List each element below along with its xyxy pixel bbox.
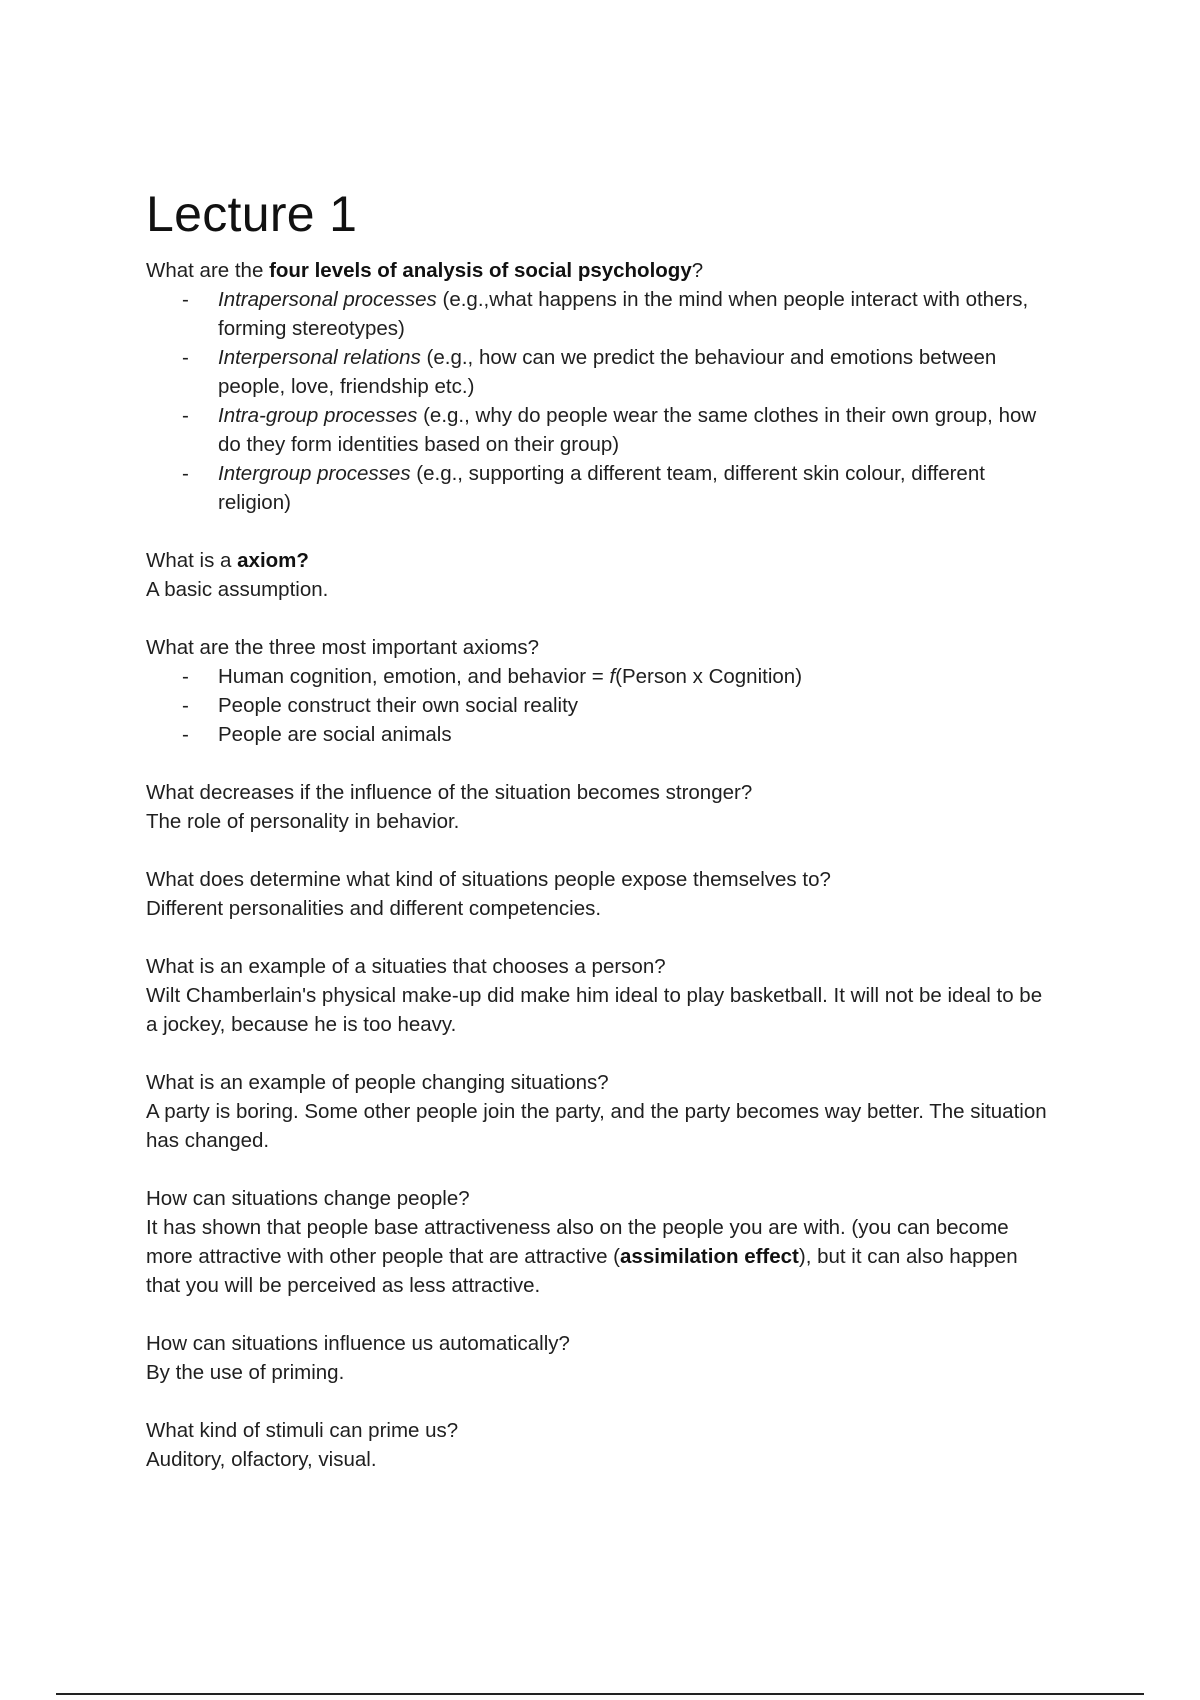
list-item: - Intra-group processes (e.g., why do people wear the same clothes in their own group, how do they form identities based on their group) bbox=[218, 401, 1056, 459]
question: What decreases if the influence of the situation becomes stronger? bbox=[146, 781, 753, 804]
question: What are the three most important axioms? bbox=[146, 636, 540, 659]
qa-three-axioms bbox=[146, 633, 1056, 749]
bold-term: assimilation effect bbox=[620, 1245, 799, 1268]
question: How can situations change people? bbox=[146, 1187, 470, 1210]
answer: It has shown that people base attractiveness also on the people you are with. (you can become more attractive with other people that are attractive (assimilation effect), but it can also happen that you will be perceived as less attractive. bbox=[146, 1216, 1018, 1297]
answer: Different personalities and different competencies. bbox=[146, 897, 602, 920]
page-bottom-rule bbox=[56, 1693, 1144, 1695]
answer: A basic assumption. bbox=[146, 578, 329, 601]
page-title: Lecture 1 bbox=[146, 186, 358, 242]
list-item: - Intrapersonal processes (e.g.,what happens in the mind when people interact with others, forming stereotypes) bbox=[218, 285, 1056, 343]
question: What are the four levels of analysis of social psychology? bbox=[146, 259, 704, 282]
qa-exposure bbox=[146, 865, 1056, 923]
question: What does determine what kind of situations people expose themselves to? bbox=[146, 868, 831, 891]
qa-situation-chooses bbox=[146, 952, 1056, 1039]
qa-priming-stimuli bbox=[146, 1416, 1056, 1474]
question: What is an example of people changing situations? bbox=[146, 1071, 609, 1094]
axioms-list bbox=[146, 662, 1056, 749]
qa-situations-change-people bbox=[146, 1184, 1056, 1300]
list-item: - Interpersonal relations (e.g., how can we predict the behaviour and emotions between people, love, friendship etc.) bbox=[218, 343, 1056, 401]
qa-situation-strength bbox=[146, 778, 1056, 836]
qa-axiom bbox=[146, 546, 1056, 604]
question: What kind of stimuli can prime us? bbox=[146, 1419, 459, 1442]
question: What is a axiom? bbox=[146, 549, 309, 572]
question: What is an example of a situaties that chooses a person? bbox=[146, 955, 666, 978]
answer: The role of personality in behavior. bbox=[146, 810, 460, 833]
list-item: - People construct their own social reality bbox=[218, 691, 1056, 720]
answer: By the use of priming. bbox=[146, 1361, 345, 1384]
list-item: - People are social animals bbox=[218, 720, 1056, 749]
qa-automatic-influence bbox=[146, 1329, 1056, 1387]
document-page bbox=[146, 186, 1056, 1503]
bold-term: four levels of analysis of social psychology bbox=[269, 259, 692, 282]
answer: Auditory, olfactory, visual. bbox=[146, 1448, 377, 1471]
list-item: - Human cognition, emotion, and behavior = f(Person x Cognition) bbox=[218, 662, 1056, 691]
question: How can situations influence us automatically? bbox=[146, 1332, 570, 1355]
answer: A party is boring. Some other people join the party, and the party becomes way better. The situation has changed. bbox=[146, 1100, 1047, 1152]
answer: Wilt Chamberlain's physical make-up did make him ideal to play basketball. It will not be ideal to be a jockey, because he is too heavy. bbox=[146, 984, 1043, 1036]
list-item: - Intergroup processes (e.g., supporting a different team, different skin colour, different religion) bbox=[218, 459, 1056, 517]
bold-term: axiom? bbox=[237, 549, 309, 572]
qa-people-change-situations bbox=[146, 1068, 1056, 1155]
qa-four-levels bbox=[146, 256, 1056, 517]
levels-list bbox=[146, 285, 1056, 517]
